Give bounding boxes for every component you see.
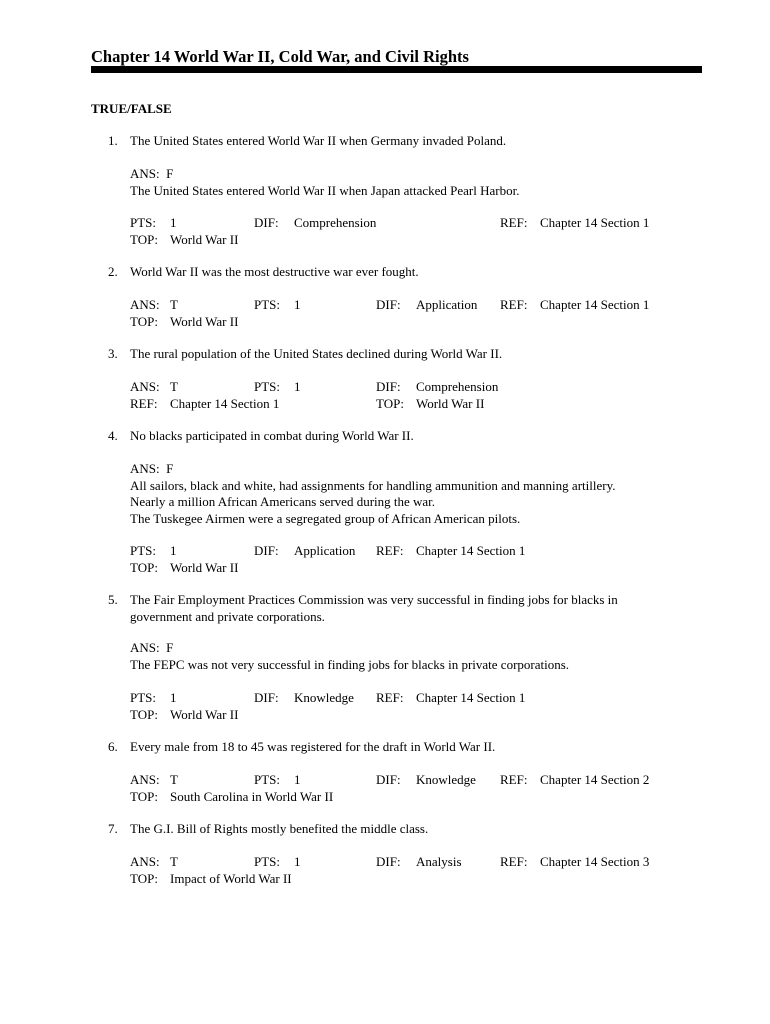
- explanation-line: The United States entered World War II when Japan attacked Pearl Harbor.: [130, 182, 520, 198]
- top-cell: TOP: World War II: [130, 706, 239, 722]
- ref-cell: REF: Chapter 14 Section 1: [500, 215, 650, 230]
- dif-cell: DIF: Comprehension: [254, 215, 377, 230]
- question-text: No blacks participated in combat during World War II.: [130, 428, 414, 443]
- ans-cell: ANS: T: [130, 772, 178, 787]
- dif-cell: DIF: Analysis: [376, 854, 462, 869]
- ans-value: F: [166, 640, 174, 655]
- ref-cell: REF: Chapter 14 Section 2: [500, 772, 650, 787]
- explanation-line: Nearly a million African Americans served during the war.: [130, 494, 436, 509]
- question-number: 4.: [108, 428, 118, 443]
- question-number: 2.: [108, 264, 118, 279]
- pts-cell: PTS: 1: [254, 379, 301, 394]
- question-meta: [130, 854, 730, 888]
- question-text: World War II was the most destructive war ever fought.: [130, 264, 419, 279]
- top-cell: TOP: Impact of World War II: [130, 870, 292, 886]
- answer-block: [130, 166, 690, 199]
- ref-cell: REF: Chapter 14 Section 1: [500, 297, 650, 312]
- pts-cell: PTS: 1: [254, 297, 301, 312]
- question-number: 6.: [108, 739, 118, 754]
- question-text-line: The Fair Employment Practices Commission was very successful in finding jobs for blacks in: [130, 592, 618, 607]
- explanation-line: The Tuskegee Airmen were a segregated group of African American pilots.: [130, 510, 521, 526]
- ans-label: ANS:: [130, 461, 160, 476]
- pts-cell: PTS: 1: [130, 543, 177, 558]
- pts-cell: PTS: 1: [130, 690, 177, 705]
- question-number: 5.: [108, 592, 118, 607]
- ref-cell: REF: Chapter 14 Section 1: [376, 543, 526, 558]
- pts-cell: PTS: 1: [130, 215, 177, 230]
- ans-value: F: [166, 166, 174, 181]
- dif-cell: DIF: Application: [254, 543, 356, 558]
- question-number: 1.: [108, 133, 118, 148]
- answer-line: [130, 166, 690, 183]
- question-number: 3.: [108, 346, 118, 361]
- question-text: Every male from 18 to 45 was registered for the draft in World War II.: [130, 739, 496, 754]
- question-meta: [130, 297, 730, 331]
- ref-cell: REF: Chapter 14 Section 3: [500, 854, 650, 869]
- answer-block: [130, 461, 690, 527]
- dif-cell: DIF: Comprehension: [376, 379, 499, 394]
- ans-cell: ANS: T: [130, 854, 178, 869]
- question-meta: [130, 690, 730, 724]
- question-text: The United States entered World War II when Germany invaded Poland.: [130, 133, 507, 148]
- ref-cell: REF: Chapter 14 Section 1: [130, 395, 280, 411]
- dif-cell: DIF: Knowledge: [376, 772, 476, 787]
- ans-label: ANS:: [130, 166, 160, 181]
- ref-cell: REF: Chapter 14 Section 1: [376, 690, 526, 705]
- top-cell: TOP: World War II: [376, 395, 485, 411]
- pts-cell: PTS: 1: [254, 854, 301, 869]
- answer-line: [130, 640, 690, 657]
- ans-cell: ANS: T: [130, 297, 178, 312]
- ans-value: F: [166, 461, 174, 476]
- ans-label: ANS:: [130, 640, 160, 655]
- top-cell: TOP: World War II: [130, 313, 239, 329]
- dif-cell: DIF: Application: [376, 297, 478, 312]
- title-rule: [91, 66, 702, 73]
- top-cell: TOP: World War II: [130, 231, 239, 247]
- answer-block: [130, 640, 690, 673]
- question-meta: [130, 379, 730, 413]
- section-heading: TRUE/FALSE: [91, 101, 172, 116]
- question-text: [130, 592, 670, 625]
- question-text: The rural population of the United States declined during World War II.: [130, 346, 503, 361]
- question-number: 7.: [108, 821, 118, 836]
- pts-cell: PTS: 1: [254, 772, 301, 787]
- page-title: Chapter 14 World War II, Cold War, and Civil Rights: [91, 47, 469, 66]
- explanation-line: The FEPC was not very successful in finding jobs for blacks in private corporations.: [130, 656, 570, 672]
- question-meta: [130, 772, 730, 806]
- ans-cell: ANS: T: [130, 379, 178, 394]
- question-meta: [130, 215, 730, 249]
- answer-line: [130, 461, 690, 478]
- dif-cell: DIF: Knowledge: [254, 690, 354, 705]
- top-cell: TOP: South Carolina in World War II: [130, 788, 334, 804]
- question-meta: [130, 543, 730, 577]
- question-text-line: government and private corporations.: [130, 608, 325, 624]
- question-text: The G.I. Bill of Rights mostly benefited the middle class.: [130, 821, 429, 836]
- top-cell: TOP: World War II: [130, 559, 239, 575]
- explanation-line: All sailors, black and white, had assignments for handling ammunition and manning artillery.: [130, 477, 616, 493]
